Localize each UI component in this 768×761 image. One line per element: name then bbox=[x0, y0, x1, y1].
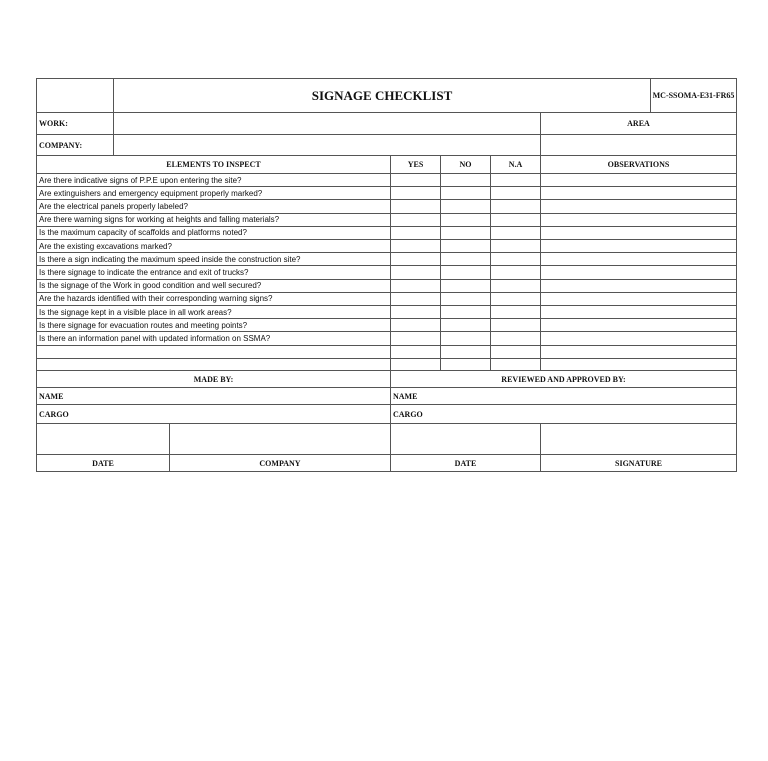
yes-cell[interactable] bbox=[391, 332, 441, 345]
observation-cell[interactable] bbox=[541, 187, 737, 200]
yes-cell[interactable] bbox=[391, 306, 441, 319]
yes-cell[interactable] bbox=[391, 253, 441, 266]
no-cell[interactable] bbox=[441, 240, 491, 253]
observation-cell[interactable] bbox=[541, 253, 737, 266]
yes-cell[interactable] bbox=[391, 346, 441, 359]
form-frame bbox=[36, 78, 737, 472]
work-label: WORK: bbox=[37, 113, 114, 135]
yes-cell[interactable] bbox=[391, 214, 441, 227]
item-text bbox=[37, 359, 391, 371]
na-cell[interactable] bbox=[491, 346, 541, 359]
observation-cell[interactable] bbox=[541, 359, 737, 371]
na-cell[interactable] bbox=[491, 293, 541, 306]
item-text: Are there warning signs for working at heights and falling materials? bbox=[37, 214, 391, 227]
item-text: Is there signage to indicate the entrance and exit of trucks? bbox=[37, 266, 391, 279]
item-text: Are extinguishers and emergency equipment properly marked? bbox=[37, 187, 391, 200]
yes-cell[interactable] bbox=[391, 266, 441, 279]
company-sign-field[interactable] bbox=[170, 424, 391, 455]
signature-field[interactable] bbox=[541, 424, 737, 455]
reviewed-by-header: REVIEWED AND APPROVED BY: bbox=[391, 371, 737, 388]
name-left-label: NAME bbox=[37, 388, 391, 405]
observation-cell[interactable] bbox=[541, 240, 737, 253]
observation-cell[interactable] bbox=[541, 319, 737, 332]
logo-cell bbox=[37, 79, 114, 113]
col-elements-header: ELEMENTS TO INSPECT bbox=[37, 156, 391, 174]
yes-cell[interactable] bbox=[391, 187, 441, 200]
date-left-field[interactable] bbox=[37, 424, 170, 455]
observation-cell[interactable] bbox=[541, 174, 737, 187]
item-text: Is there signage for evacuation routes and meeting points? bbox=[37, 319, 391, 332]
observation-cell[interactable] bbox=[541, 280, 737, 293]
item-text: Are there indicative signs of P.P.E upon entering the site? bbox=[37, 174, 391, 187]
col-na-header: N.A bbox=[491, 156, 541, 174]
no-cell[interactable] bbox=[441, 214, 491, 227]
item-text: Are the hazards identified with their corresponding warning signs? bbox=[37, 293, 391, 306]
observation-cell[interactable] bbox=[541, 214, 737, 227]
yes-cell[interactable] bbox=[391, 174, 441, 187]
na-cell[interactable] bbox=[491, 306, 541, 319]
no-cell[interactable] bbox=[441, 253, 491, 266]
observation-cell[interactable] bbox=[541, 266, 737, 279]
cargo-right-label: CARGO bbox=[391, 405, 737, 424]
item-text: Is the maximum capacity of scaffolds and platforms noted? bbox=[37, 227, 391, 240]
no-cell[interactable] bbox=[441, 227, 491, 240]
area-field[interactable] bbox=[541, 135, 737, 156]
na-cell[interactable] bbox=[491, 359, 541, 371]
date-right-field[interactable] bbox=[391, 424, 541, 455]
item-text: Are the electrical panels properly labeled? bbox=[37, 200, 391, 213]
no-cell[interactable] bbox=[441, 306, 491, 319]
date-right-label: DATE bbox=[391, 455, 541, 472]
work-field[interactable] bbox=[114, 113, 541, 135]
col-observations-header: OBSERVATIONS bbox=[541, 156, 737, 174]
col-yes-header: YES bbox=[391, 156, 441, 174]
no-cell[interactable] bbox=[441, 200, 491, 213]
no-cell[interactable] bbox=[441, 280, 491, 293]
cargo-left-label: CARGO bbox=[37, 405, 391, 424]
na-cell[interactable] bbox=[491, 214, 541, 227]
na-cell[interactable] bbox=[491, 280, 541, 293]
na-cell[interactable] bbox=[491, 200, 541, 213]
company-field[interactable] bbox=[114, 135, 541, 156]
yes-cell[interactable] bbox=[391, 240, 441, 253]
form-code: MC-SSOMA-E31-FR65 bbox=[651, 79, 737, 113]
item-text: Is the signage of the Work in good condition and well secured? bbox=[37, 280, 391, 293]
company-sign-label: COMPANY bbox=[170, 455, 391, 472]
no-cell[interactable] bbox=[441, 346, 491, 359]
observation-cell[interactable] bbox=[541, 227, 737, 240]
na-cell[interactable] bbox=[491, 319, 541, 332]
yes-cell[interactable] bbox=[391, 200, 441, 213]
na-cell[interactable] bbox=[491, 227, 541, 240]
item-text: Is there an information panel with updated information on SSMA? bbox=[37, 332, 391, 345]
item-text: Is the signage kept in a visible place in all work areas? bbox=[37, 306, 391, 319]
item-text bbox=[37, 346, 391, 359]
no-cell[interactable] bbox=[441, 293, 491, 306]
yes-cell[interactable] bbox=[391, 227, 441, 240]
na-cell[interactable] bbox=[491, 332, 541, 345]
observation-cell[interactable] bbox=[541, 332, 737, 345]
signature-label: SIGNATURE bbox=[541, 455, 737, 472]
area-label: AREA bbox=[541, 113, 737, 135]
company-label: COMPANY: bbox=[37, 135, 114, 156]
col-no-header: NO bbox=[441, 156, 491, 174]
observation-cell[interactable] bbox=[541, 200, 737, 213]
made-by-header: MADE BY: bbox=[37, 371, 391, 388]
name-right-label: NAME bbox=[391, 388, 737, 405]
na-cell[interactable] bbox=[491, 240, 541, 253]
yes-cell[interactable] bbox=[391, 319, 441, 332]
na-cell[interactable] bbox=[491, 174, 541, 187]
na-cell[interactable] bbox=[491, 187, 541, 200]
observation-cell[interactable] bbox=[541, 346, 737, 359]
yes-cell[interactable] bbox=[391, 280, 441, 293]
no-cell[interactable] bbox=[441, 266, 491, 279]
no-cell[interactable] bbox=[441, 174, 491, 187]
na-cell[interactable] bbox=[491, 253, 541, 266]
observation-cell[interactable] bbox=[541, 293, 737, 306]
na-cell[interactable] bbox=[491, 266, 541, 279]
observation-cell[interactable] bbox=[541, 306, 737, 319]
item-text: Are the existing excavations marked? bbox=[37, 240, 391, 253]
no-cell[interactable] bbox=[441, 332, 491, 345]
form-title: SIGNAGE CHECKLIST bbox=[114, 79, 651, 113]
no-cell[interactable] bbox=[441, 359, 491, 371]
yes-cell[interactable] bbox=[391, 293, 441, 306]
date-left-label: DATE bbox=[37, 455, 170, 472]
no-cell[interactable] bbox=[441, 319, 491, 332]
yes-cell[interactable] bbox=[391, 359, 441, 371]
item-text: Is there a sign indicating the maximum speed inside the construction site? bbox=[37, 253, 391, 266]
no-cell[interactable] bbox=[441, 187, 491, 200]
